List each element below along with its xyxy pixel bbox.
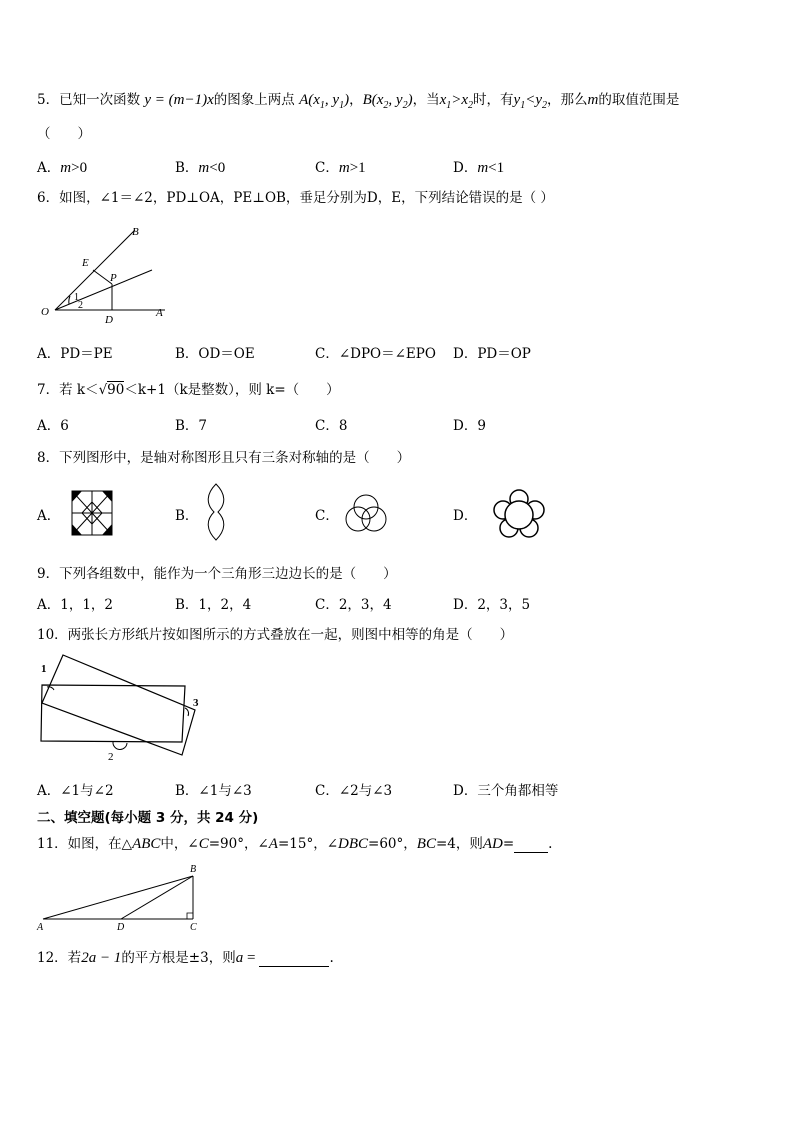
q5-point-a: $A(x_1$, $y_1$) bbox=[299, 92, 350, 111]
q6-option-b: B．OD＝OE bbox=[175, 346, 255, 362]
q6-ray-op bbox=[55, 270, 152, 310]
q10-rect-tilted bbox=[42, 655, 195, 755]
q10-label-1: 1 bbox=[41, 663, 47, 675]
q12-answer-blank[interactable] bbox=[259, 950, 329, 967]
q9-option-d: D．2，3，5 bbox=[453, 597, 531, 613]
q6-option-c: C．∠DPO＝∠EPO bbox=[315, 346, 436, 362]
q10-option-a: A．∠1与∠2 bbox=[37, 783, 114, 799]
q5-stem: 5．已知一次函数 y = (m−1)x的图象上两点 $A(x_1$, $y_1$)，$B(x_2$, $y_2$)，当$x_1>x_2$时，有$y_1<y_2$，那么m的取值范围是 bbox=[37, 92, 680, 111]
q5-point-b: $B(x_2$, $y_2$) bbox=[362, 92, 413, 111]
q5-option-b: B．m<0 bbox=[175, 160, 226, 176]
q6-figure bbox=[35, 220, 175, 330]
q11-label-b: B bbox=[190, 864, 197, 875]
q6-angle-arc bbox=[69, 296, 70, 304]
q10-stem: 10．两张长方形纸片按如图所示的方式叠放在一起，则图中相等的角是（ ） bbox=[37, 627, 514, 643]
q12-stem: 12．若2a − 1的平方根是±3，则a = . bbox=[37, 950, 334, 966]
q6-option-d: D．PD＝OP bbox=[453, 346, 531, 362]
q6-label-e: E bbox=[82, 257, 89, 269]
q6-label-d: D bbox=[105, 314, 113, 326]
q6-label-b: B bbox=[132, 226, 139, 238]
q11-stem: 11．如图，在△ABC中，∠C=90°，∠A=15°，∠DBC=60°，BC=4，则AD= . bbox=[37, 836, 553, 852]
q6-label-o: O bbox=[41, 306, 49, 318]
q8-figure-b bbox=[202, 482, 230, 542]
q9-option-b: B．1，2，4 bbox=[175, 597, 252, 613]
q9-stem: 9．下列各组数中，能作为一个三角形三边边长的是（ ） bbox=[37, 566, 397, 582]
q10-option-b: B．∠1与∠3 bbox=[175, 783, 252, 799]
q11-answer-blank[interactable] bbox=[514, 836, 548, 853]
q8-option-a: A． bbox=[37, 508, 61, 524]
q10-option-d: D．三个角都相等 bbox=[453, 783, 559, 799]
sqrt-symbol: √ bbox=[98, 382, 108, 398]
q6-label-a: A bbox=[156, 307, 163, 319]
q6-label-p: P bbox=[110, 272, 117, 284]
q10-option-c: C．∠2与∠3 bbox=[315, 783, 393, 799]
q8-figure-d bbox=[493, 489, 545, 539]
q6-label-1: 1 bbox=[74, 292, 79, 303]
q11-label-d: D bbox=[117, 922, 125, 933]
q10-label-2: 2 bbox=[108, 751, 114, 763]
q11-label-a: A bbox=[37, 922, 44, 933]
section-heading: 二、填空题(每小题 3 分，共 24 分) bbox=[37, 810, 259, 826]
q7-stem: 7．若 k＜√90＜k+1（k是整数），则 k=（ ） bbox=[37, 382, 340, 398]
q10-label-3: 3 bbox=[193, 697, 199, 709]
q6-option-a: A．PD＝PE bbox=[37, 346, 113, 362]
q7-radicand: 90 bbox=[107, 382, 125, 398]
q5-cond-y: $y_1<y_2$ bbox=[513, 92, 548, 111]
q11-figure bbox=[33, 862, 208, 934]
q6-label-2: 2 bbox=[78, 300, 83, 311]
q6-ray-ob bbox=[55, 230, 135, 310]
q8-option-d: D． bbox=[453, 508, 478, 524]
q11-label-c: C bbox=[190, 922, 197, 933]
q6-stem: 6．如图，∠1＝∠2，PD⊥OA，PE⊥OB，垂足分别为D，E，下列结论错误的是（ ） bbox=[37, 190, 554, 206]
q5-option-d: D．m<1 bbox=[453, 160, 505, 176]
q10-rect-horizontal bbox=[41, 685, 185, 742]
q8-stem: 8．下列图形中，是轴对称图形且只有三条对称轴的是（ ） bbox=[37, 450, 411, 466]
q10-figure bbox=[35, 650, 210, 765]
q8-option-c: C． bbox=[315, 508, 339, 524]
q9-option-c: C．2，3，4 bbox=[315, 597, 392, 613]
q5-option-c: C．m>1 bbox=[315, 160, 366, 176]
q8-figure-c bbox=[342, 491, 390, 535]
q9-option-a: A．1，1，2 bbox=[37, 597, 114, 613]
q7-option-a: A．6 bbox=[37, 418, 69, 434]
q11-segment-bd bbox=[121, 876, 193, 919]
q5-paren: （ ） bbox=[37, 126, 91, 142]
q8-figure-a bbox=[70, 489, 114, 537]
q8-option-b: B． bbox=[175, 508, 199, 524]
q5-formula: y = (m−1)x bbox=[144, 92, 214, 108]
q11-side-ab bbox=[43, 876, 193, 919]
q11-right-angle bbox=[187, 913, 193, 919]
q5-option-a: A．m>0 bbox=[37, 160, 88, 176]
q7-option-b: B．7 bbox=[175, 418, 208, 434]
q7-option-c: C．8 bbox=[315, 418, 348, 434]
q7-option-d: D．9 bbox=[453, 418, 486, 434]
q5-cond-x: $x_1>x_2$ bbox=[439, 92, 474, 111]
